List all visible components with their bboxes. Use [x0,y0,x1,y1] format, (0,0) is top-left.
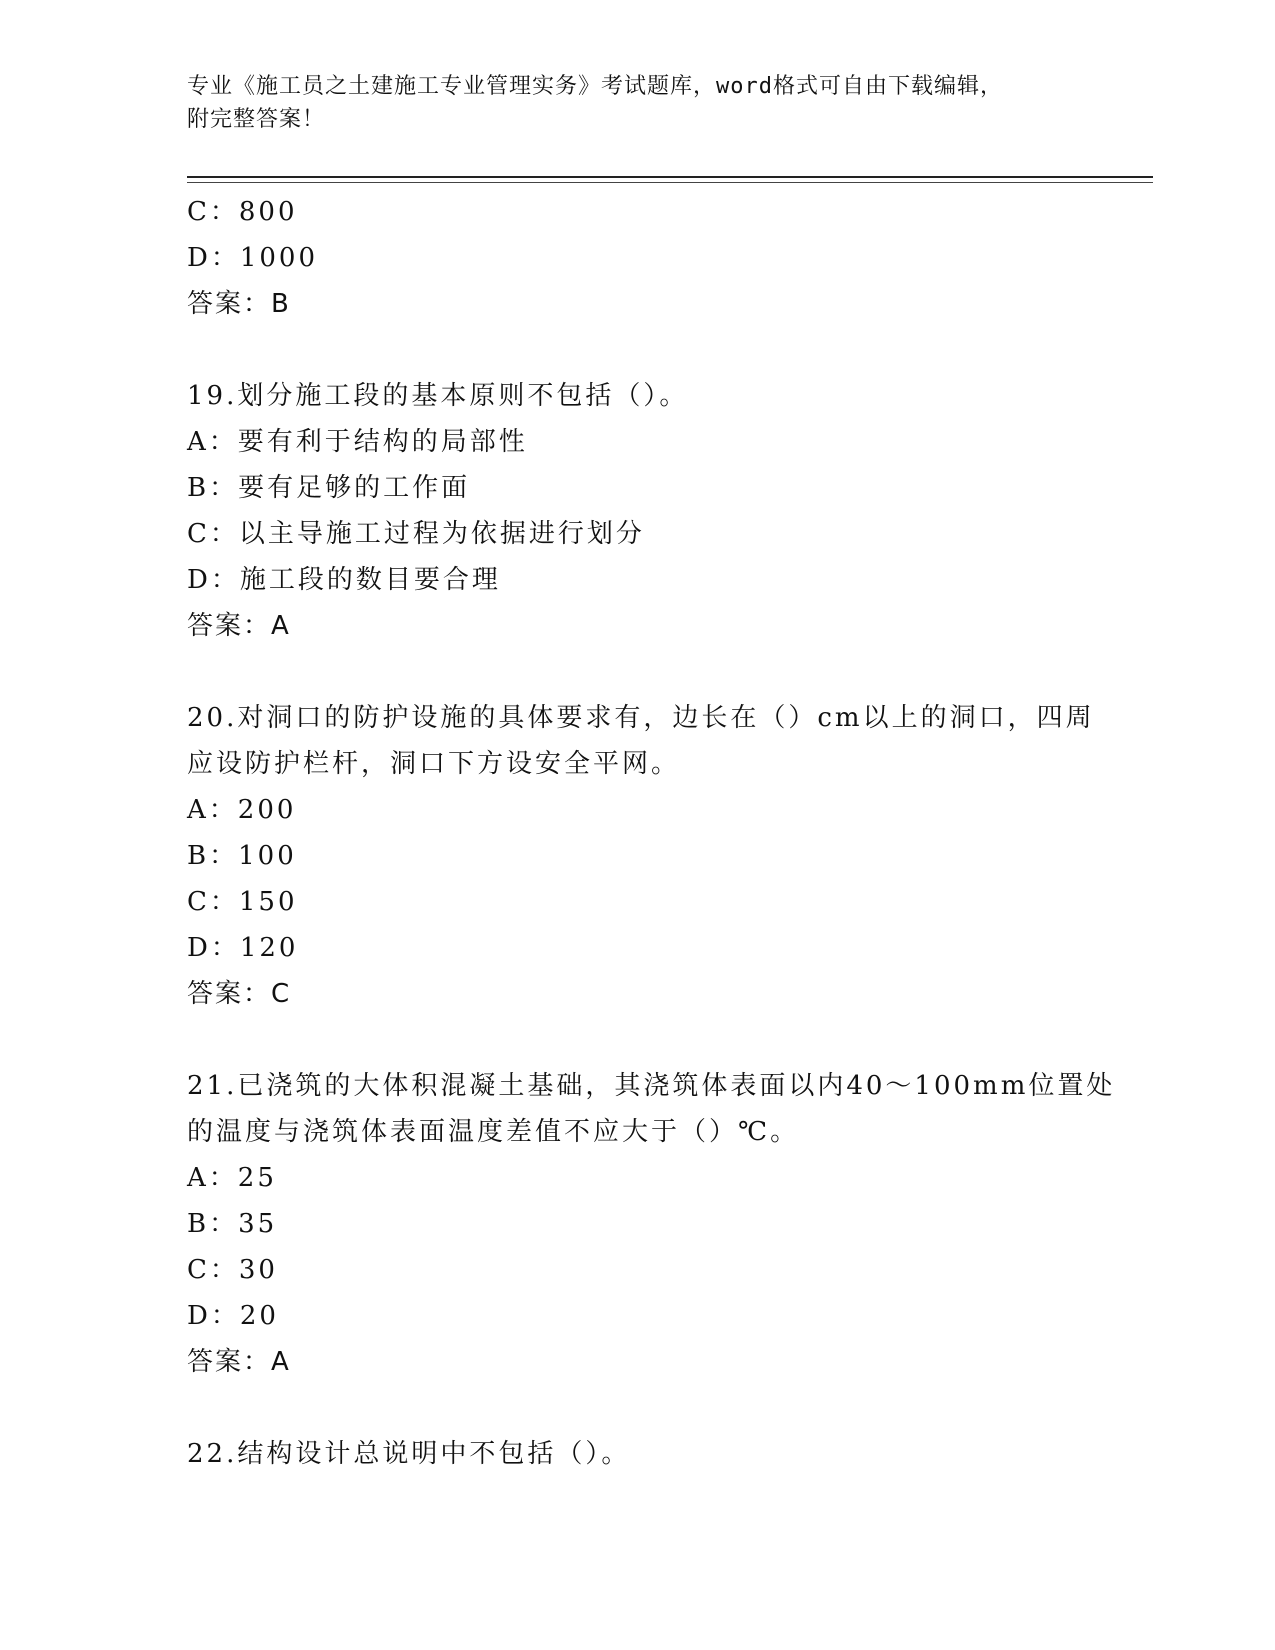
question-19 [187,373,1087,649]
option-a: A：25 [187,1163,277,1193]
question-stem: 22.结构设计总说明中不包括（）。 [187,1439,631,1469]
option-b: B：要有足够的工作面 [187,473,471,503]
question-list [187,189,1116,1477]
header-divider-thick [187,176,1153,178]
question-stem-line-1: 21.已浇筑的大体积混凝土基础，其浇筑体表面以内40～100mm位置处 [187,1071,1116,1101]
answer: 答案：A [187,1347,291,1377]
header-divider-thin [187,182,1153,183]
option-c: C：150 [187,887,298,917]
question-stem-line-1: 20.对洞口的防护设施的具体要求有，边长在（）cm以上的洞口，四周 [187,703,1095,733]
answer: 答案：A [187,611,291,641]
question-18-continued [187,189,1087,327]
question-20 [187,695,1095,1017]
header-line-1: 专业《施工员之土建施工专业管理实务》考试题库，word格式可自由下载编辑， [187,74,1003,99]
header-line-2: 附完整答案！ [187,107,326,132]
spacer [187,649,1087,695]
option-b: B：35 [187,1209,278,1239]
question-stem-line-2: 的温度与浇筑体表面温度差值不应大于（）℃。 [187,1117,800,1147]
option-c: C：以主导施工过程为依据进行划分 [187,519,645,549]
option-d: D：20 [187,1301,279,1331]
answer: 答案：C [187,979,292,1009]
option-c: C：800 [187,197,298,227]
question-stem: 19.划分施工段的基本原则不包括（）。 [187,381,689,411]
option-d: D：120 [187,933,299,963]
question-22 [187,1431,1087,1477]
spacer [187,1385,1087,1431]
spacer [187,1017,1087,1063]
option-a: A：200 [187,795,297,825]
question-21 [187,1063,1116,1385]
document-header [187,70,1087,136]
question-stem-line-2: 应设防护栏杆，洞口下方设安全平网。 [187,749,681,779]
option-d: D：施工段的数目要合理 [187,565,501,595]
option-a: A：要有利于结构的局部性 [187,427,528,457]
spacer [187,327,1087,373]
option-c: C：30 [187,1255,278,1285]
answer: 答案：B [187,289,291,319]
option-b: B：100 [187,841,297,871]
option-d: D：1000 [187,243,319,273]
